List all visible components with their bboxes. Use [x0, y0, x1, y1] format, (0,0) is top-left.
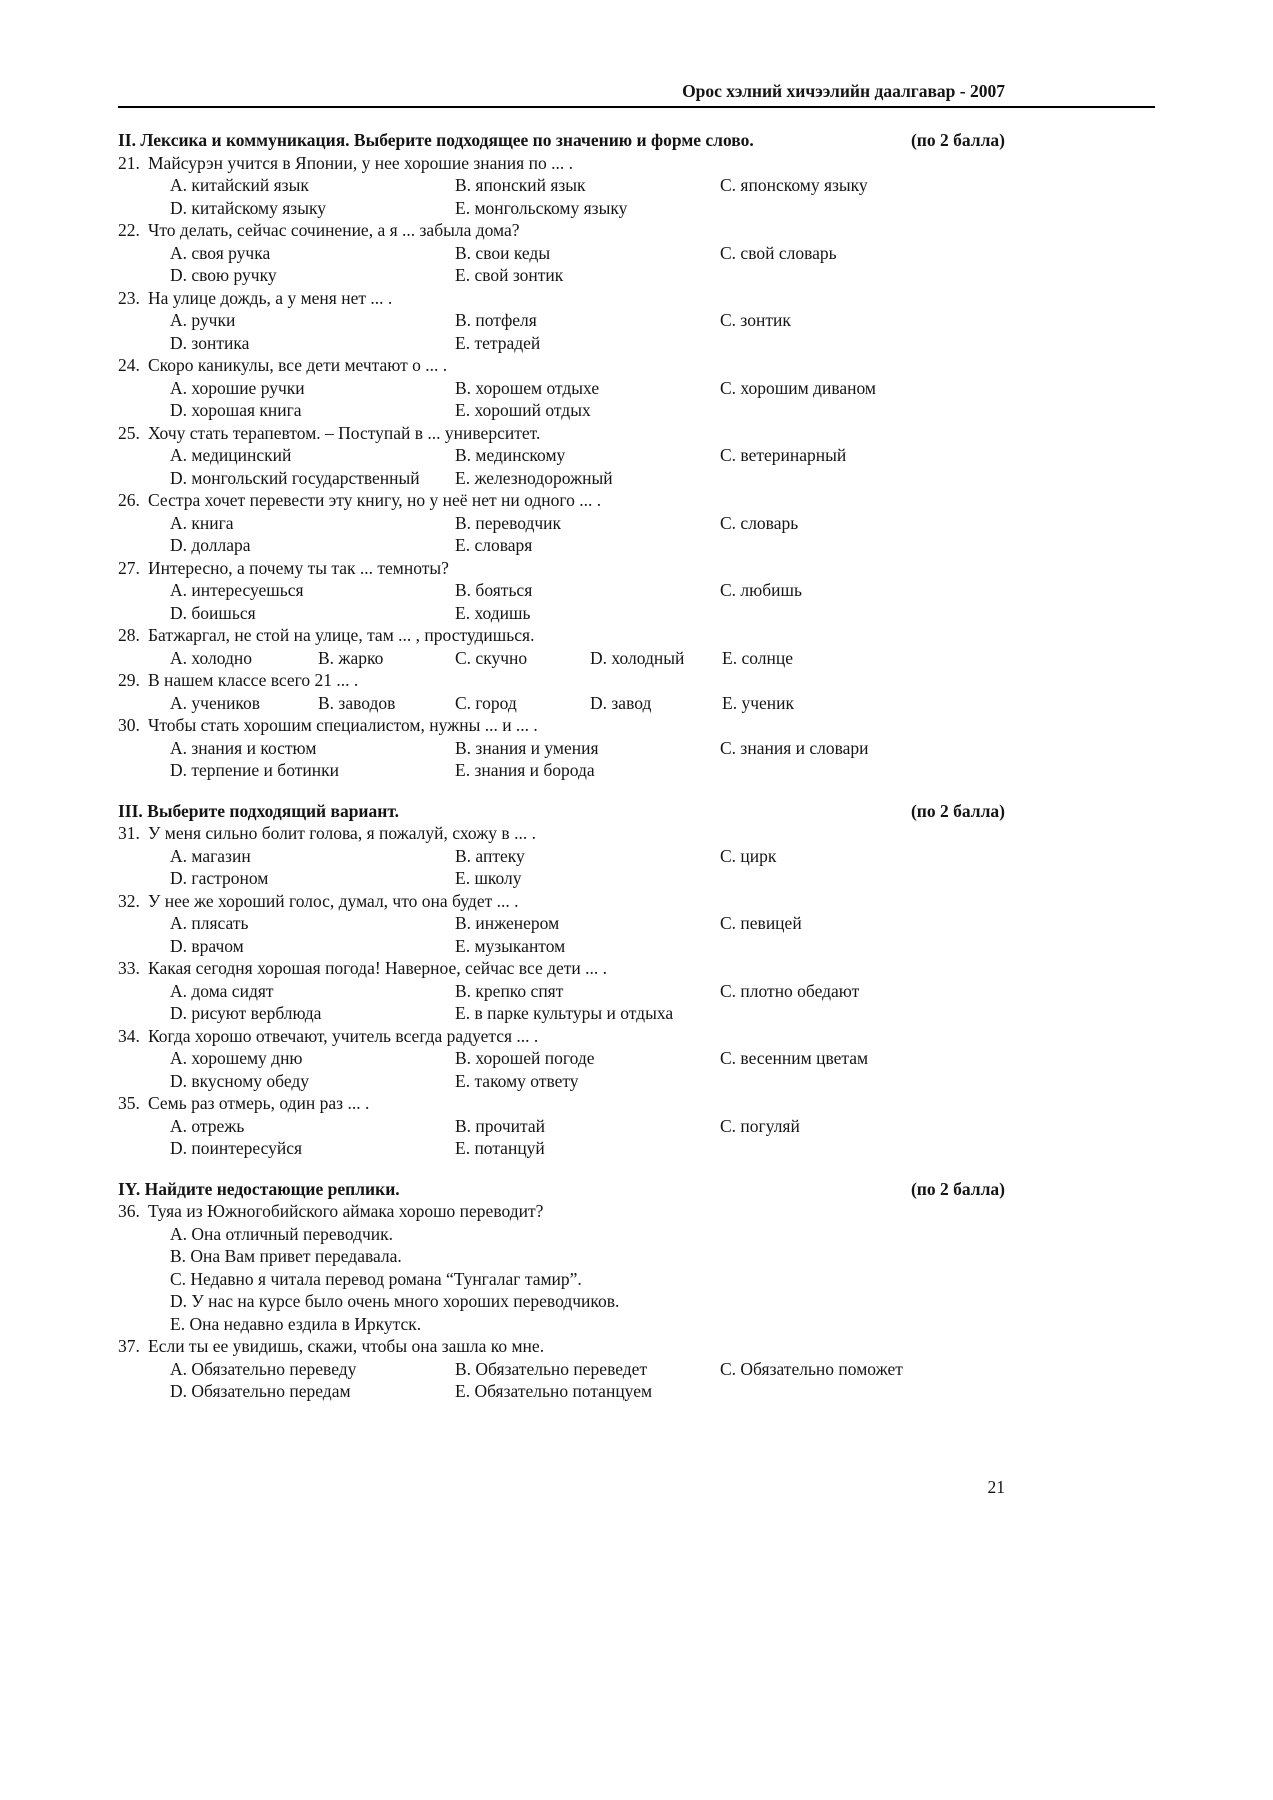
- option-row: [118, 512, 1005, 535]
- question-text: Майсурэн учится в Японии, у нее хорошие знания по ... .: [148, 152, 573, 173]
- option-row: [118, 1245, 1005, 1268]
- option-row: [118, 174, 1005, 197]
- question: [118, 1025, 1005, 1093]
- option-row: [118, 980, 1005, 1003]
- question-number: 37.: [118, 1336, 140, 1356]
- question-text: Сестра хочет перевести эту книгу, но у неё нет ни одного ... .: [148, 490, 602, 510]
- answer-option: E. ученик: [722, 692, 794, 713]
- option-row: [118, 1358, 1005, 1381]
- question-line: [118, 422, 1005, 445]
- question-text: В нашем классе всего 21 ... .: [148, 670, 359, 690]
- option-row: [118, 377, 1005, 400]
- answer-option: B. Она Вам привет передавала.: [170, 1246, 402, 1266]
- page-header-title: Орос хэлний хичээлийн даалгавар - 2007: [682, 81, 1005, 101]
- answer-option: A. интересуешься: [170, 580, 304, 600]
- option-row: [118, 1137, 1005, 1160]
- answer-option: A. ручки: [170, 310, 236, 330]
- answer-option: E. словаря: [455, 535, 533, 555]
- question-line: [118, 219, 1005, 242]
- answer-option: A. своя ручка: [170, 242, 271, 263]
- answer-option: C. ветеринарный: [720, 445, 847, 465]
- answer-option: A. медицинский: [170, 445, 292, 465]
- question-number: 30.: [118, 715, 140, 735]
- section-points: (по 2 балла): [910, 800, 1005, 821]
- question-text: Интересно, а почему ты так ... темноты?: [148, 557, 449, 578]
- question: [118, 1335, 1005, 1403]
- answer-option: A. отрежь: [170, 1115, 245, 1136]
- question-number: 26.: [118, 490, 140, 510]
- answer-option: B. аптеку: [455, 845, 525, 866]
- section-title: III. Выберите подходящий вариант.: [118, 800, 400, 821]
- question-line: [118, 354, 1005, 377]
- answer-option: E. музыкантом: [455, 935, 566, 956]
- option-row: [118, 242, 1005, 265]
- question-text: Какая сегодня хорошая погода! Наверное, сейчас все дети ... .: [148, 958, 608, 978]
- option-row: [118, 264, 1005, 287]
- answer-option: A. магазин: [170, 845, 251, 866]
- question-text: У меня сильно болит голова, я пожалуй, схожу в ... .: [148, 823, 536, 843]
- answer-option: E. Она недавно ездила в Иркутск.: [170, 1313, 422, 1334]
- option-row: [118, 912, 1005, 935]
- option-row: [118, 467, 1005, 490]
- answer-option: E. такому ответу: [455, 1070, 579, 1091]
- answer-option: A. китайский язык: [170, 175, 309, 195]
- question-line: [118, 957, 1005, 980]
- question-number: 22.: [118, 220, 140, 240]
- answer-option: B. хорошей погоде: [455, 1048, 595, 1068]
- answer-option: C. любишь: [720, 580, 802, 600]
- section-title: II. Лексика и коммуникация. Выберите подходящее по значению и форме слово.: [118, 130, 754, 150]
- question-number: 28.: [118, 625, 140, 645]
- option-row: [118, 309, 1005, 332]
- section-points: (по 2 балла): [910, 1178, 1005, 1199]
- question: [118, 219, 1005, 287]
- answer-option: C. цирк: [720, 845, 777, 866]
- question: [118, 822, 1005, 890]
- question: [118, 287, 1005, 355]
- question: [118, 1200, 1005, 1335]
- answer-option: A. Обязательно переведу: [170, 1358, 357, 1379]
- option-row: [118, 1313, 1005, 1336]
- answer-option: C. японскому языку: [720, 175, 868, 195]
- question: [118, 354, 1005, 422]
- option-row: [118, 1268, 1005, 1291]
- answer-option: B. жарко: [318, 647, 384, 668]
- answer-option: B. крепко спят: [455, 980, 564, 1001]
- answer-option: A. знания и костюм: [170, 737, 317, 758]
- answer-option: E. свой зонтик: [455, 265, 564, 285]
- option-row: [118, 197, 1005, 220]
- option-row: [118, 1290, 1005, 1313]
- question-text: На улице дождь, а у меня нет ... .: [148, 287, 393, 308]
- question-text: Чтобы стать хорошим специалистом, нужны ... и ... .: [148, 715, 538, 735]
- answer-option: D. вкусному обеду: [170, 1070, 310, 1091]
- answer-option: D. врачом: [170, 935, 244, 956]
- option-row: [118, 647, 1005, 670]
- answer-option: E. потанцуй: [455, 1138, 545, 1158]
- answer-option: D. холодный: [590, 647, 685, 668]
- option-row: [118, 692, 1005, 715]
- question-text: Когда хорошо отвечают, учитель всегда радуется ... .: [148, 1025, 539, 1046]
- question-line: [118, 714, 1005, 737]
- question-number: 29.: [118, 670, 140, 690]
- section-title: IY. Найдите недостающие реплики.: [118, 1178, 400, 1199]
- answer-option: C. плотно обедают: [720, 980, 860, 1001]
- question: [118, 669, 1005, 714]
- answer-option: C. зонтик: [720, 310, 791, 330]
- answer-option: B. прочитай: [455, 1115, 545, 1136]
- option-row: [118, 534, 1005, 557]
- answer-option: A. дома сидят: [170, 980, 274, 1001]
- question-number: 36.: [118, 1201, 140, 1221]
- question-line: [118, 1200, 1005, 1223]
- answer-option: E. ходишь: [455, 602, 531, 623]
- question-number: 35.: [118, 1093, 140, 1113]
- question-text: Если ты ее увидишь, скажи, чтобы она зашла ко мне.: [148, 1336, 545, 1356]
- question-text: У нее же хороший голос, думал, что она будет ... .: [148, 890, 519, 911]
- option-row: [118, 1047, 1005, 1070]
- answer-option: C. хорошим диваном: [720, 377, 876, 398]
- question: [118, 890, 1005, 958]
- question: [118, 422, 1005, 490]
- answer-option: B. бояться: [455, 580, 533, 600]
- answer-option: D. рисуют верблюда: [170, 1003, 322, 1023]
- page-number: 21: [987, 1477, 1005, 1497]
- question-line: [118, 287, 1005, 310]
- question-number: 31.: [118, 823, 140, 843]
- exam-content: [118, 129, 1005, 1403]
- option-row: [118, 845, 1005, 868]
- answer-option: B. переводчик: [455, 512, 562, 533]
- answer-option: D. китайскому языку: [170, 197, 326, 218]
- section-header: [118, 1178, 1005, 1201]
- question-number: 27.: [118, 557, 140, 578]
- answer-option: B. Обязательно переведет: [455, 1358, 648, 1379]
- question: [118, 624, 1005, 669]
- answer-option: B. японский язык: [455, 175, 586, 195]
- question: [118, 489, 1005, 557]
- answer-option: E. тетрадей: [455, 332, 541, 353]
- answer-option: A. хорошие ручки: [170, 377, 305, 398]
- answer-option: B. хорошем отдыхе: [455, 377, 600, 398]
- answer-option: E. знания и борода: [455, 760, 595, 780]
- answer-option: D. боишься: [170, 602, 256, 623]
- answer-option: A. холодно: [170, 647, 252, 668]
- answer-option: C. Недавно я читала перевод романа “Тунгалаг тамир”.: [170, 1268, 582, 1289]
- option-row: [118, 1070, 1005, 1093]
- answer-option: A. учеников: [170, 692, 261, 713]
- answer-option: D. хорошая книга: [170, 400, 302, 420]
- question: [118, 152, 1005, 220]
- answer-option: D. зонтика: [170, 332, 250, 353]
- answer-option: A. книга: [170, 512, 234, 533]
- answer-option: B. мединскому: [455, 445, 566, 465]
- answer-option: C. город: [455, 692, 517, 713]
- question-text: Хочу стать терапевтом. – Поступай в ... университет.: [148, 422, 541, 443]
- question-line: [118, 152, 1005, 175]
- answer-option: B. знания и умения: [455, 737, 599, 758]
- option-row: [118, 1223, 1005, 1246]
- answer-option: B. свои кеды: [455, 242, 551, 263]
- question-number: 34.: [118, 1025, 140, 1046]
- option-row: [118, 579, 1005, 602]
- answer-option: C. Обязательно поможет: [720, 1358, 903, 1379]
- answer-option: D. У нас на курсе было очень много хороших переводчиков.: [170, 1291, 620, 1311]
- option-row: [118, 737, 1005, 760]
- option-row: [118, 935, 1005, 958]
- header-divider: [118, 106, 1155, 108]
- answer-option: E. железнодорожный: [455, 467, 613, 488]
- question-text: Скоро каникулы, все дети мечтают о ... .: [148, 355, 448, 375]
- answer-option: A. Она отличный переводчик.: [170, 1223, 394, 1244]
- answer-option: B. потфеля: [455, 310, 537, 330]
- answer-option: D. поинтересуйся: [170, 1138, 303, 1158]
- section-IY: [118, 1178, 1005, 1403]
- answer-option: E. хороший отдых: [455, 400, 591, 420]
- question-line: [118, 1025, 1005, 1048]
- answer-option: D. терпение и ботинки: [170, 760, 339, 780]
- answer-option: D. доллара: [170, 535, 251, 555]
- question-number: 23.: [118, 287, 140, 308]
- question: [118, 1092, 1005, 1160]
- question-text: Что делать, сейчас сочинение, а я ... забыла дома?: [148, 220, 520, 240]
- question-number: 21.: [118, 152, 140, 173]
- answer-option: D. свою ручку: [170, 265, 277, 285]
- answer-option: D. завод: [590, 692, 652, 713]
- option-row: [118, 759, 1005, 782]
- answer-option: E. школу: [455, 868, 522, 888]
- answer-option: C. погуляй: [720, 1115, 800, 1136]
- question-line: [118, 1092, 1005, 1115]
- question: [118, 714, 1005, 782]
- question-line: [118, 624, 1005, 647]
- question-line: [118, 557, 1005, 580]
- section-II: [118, 129, 1005, 782]
- option-row: [118, 602, 1005, 625]
- question: [118, 957, 1005, 1025]
- question-number: 25.: [118, 422, 140, 443]
- question-text: Батжаргал, не стой на улице, там ... , простудишься.: [148, 625, 535, 645]
- answer-option: E. солнце: [722, 647, 793, 668]
- answer-option: C. весенним цветам: [720, 1048, 869, 1068]
- option-row: [118, 332, 1005, 355]
- answer-option: B. заводов: [318, 692, 396, 713]
- answer-option: E. в парке культуры и отдыха: [455, 1003, 674, 1023]
- question: [118, 557, 1005, 625]
- answer-option: D. Обязательно передам: [170, 1381, 351, 1401]
- option-row: [118, 444, 1005, 467]
- section-III: [118, 800, 1005, 1160]
- question-text: Семь раз отмерь, один раз ... .: [148, 1093, 370, 1113]
- question-number: 32.: [118, 890, 140, 911]
- question-line: [118, 1335, 1005, 1358]
- answer-option: A. плясать: [170, 913, 249, 933]
- answer-option: A. хорошему дню: [170, 1048, 303, 1068]
- option-row: [118, 399, 1005, 422]
- option-row: [118, 867, 1005, 890]
- answer-option: C. свой словарь: [720, 242, 837, 263]
- option-row: [118, 1115, 1005, 1138]
- option-row: [118, 1002, 1005, 1025]
- section-header: [118, 129, 1005, 152]
- question-line: [118, 890, 1005, 913]
- answer-option: C. словарь: [720, 512, 799, 533]
- answer-option: D. монгольский государственный: [170, 467, 420, 488]
- question-number: 33.: [118, 958, 140, 978]
- answer-option: C. певицей: [720, 913, 802, 933]
- question-line: [118, 822, 1005, 845]
- option-row: [118, 1380, 1005, 1403]
- answer-option: C. знания и словари: [720, 737, 869, 758]
- answer-option: E. монгольскому языку: [455, 197, 628, 218]
- question-text: Туяа из Южногобийского аймака хорошо переводит?: [148, 1201, 544, 1221]
- question-number: 24.: [118, 355, 140, 375]
- question-line: [118, 669, 1005, 692]
- answer-option: D. гастроном: [170, 868, 269, 888]
- question-line: [118, 489, 1005, 512]
- answer-option: E. Обязательно потанцуем: [455, 1381, 653, 1401]
- answer-option: B. инженером: [455, 913, 560, 933]
- section-points: (по 2 балла): [910, 130, 1005, 150]
- section-header: [118, 800, 1005, 823]
- answer-option: C. скучно: [455, 647, 528, 668]
